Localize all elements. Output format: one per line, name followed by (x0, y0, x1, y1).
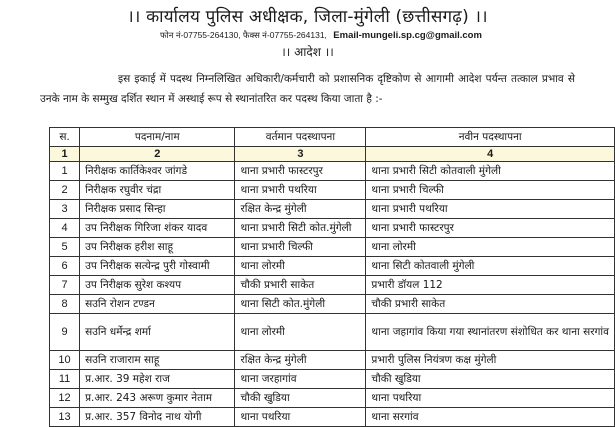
current-posting-cell: थाना लोरमी (235, 314, 366, 351)
new-posting-cell: चौकी खुडिया (366, 370, 615, 389)
name-cell: उप निरीक्षक सुरेश कश्यप (80, 276, 235, 295)
name-cell: उप निरीक्षक हरीश साहू (80, 238, 235, 257)
new-posting-cell: चौकी प्रभारी साकेत (366, 295, 615, 314)
order-paragraph-text: इस इकाई में पदस्थ निम्नलिखित अधिकारी/कर्मचारी को प्रशासनिक दृष्टिकोण से आगामी आदेश पर्यन्त तत्काल प्रभाव से उनके नाम के सम्मुख दर्शित स्थान में अस्थाई रूप से स्थानांतरित कर पदस्थ किया जाता है :- (40, 73, 575, 105)
current-posting-cell: थाना प्रभारी चिल्फी (235, 238, 366, 257)
new-posting-cell: थाना प्रभारी सिटी कोतवाली मुंगेली (366, 162, 615, 181)
name-cell: प्र.आर. 357 विनोद नाथ योगी (80, 408, 235, 427)
serial-cell: 9 (50, 314, 80, 351)
name-cell: सउनि राजाराम साहू (80, 351, 235, 370)
column-number-row (50, 147, 615, 162)
name-cell: निरीक्षक प्रसाद सिन्हा (80, 200, 235, 219)
header-designation-name: पदनाम/नाम (80, 128, 235, 147)
name-cell: निरीक्षक रघुवीर चंद्रा (80, 181, 235, 200)
name-cell: सउनि रोशन टण्डन (80, 295, 235, 314)
current-posting-cell: थाना लोरमी (235, 257, 366, 276)
column-number: 2 (80, 147, 235, 162)
name-cell: उप निरीक्षक गिरिजा शंकर यादव (80, 219, 235, 238)
transfer-table (49, 127, 615, 427)
name-cell: उप निरीक्षक सत्येन्द्र पुरी गोस्वामी (80, 257, 235, 276)
current-posting-cell: थाना प्रभारी पथरिया (235, 181, 366, 200)
order-title: ।। आदेश ।। (281, 45, 334, 59)
serial-cell: 1 (50, 162, 80, 181)
table-row (50, 181, 615, 200)
table-row (50, 389, 615, 408)
table-row (50, 370, 615, 389)
column-number: 4 (366, 147, 615, 162)
serial-cell: 2 (50, 181, 80, 200)
new-posting-cell: प्रभारी पुलिस नियंत्रण कक्ष मुंगेली (366, 351, 615, 370)
new-posting-cell: थाना प्रभारी फास्टरपुर (366, 219, 615, 238)
table-row (50, 295, 615, 314)
new-posting-cell: थाना जहागांव किया गया स्थानांतरण संशोधित कर थाना सरगांव (366, 314, 615, 351)
new-posting-cell: थाना सिटी कोतवाली मुंगेली (366, 257, 615, 276)
table-row (50, 200, 615, 219)
current-posting-cell: रक्षित केन्द्र मुंगेली (235, 200, 366, 219)
table-row (50, 408, 615, 427)
phone-fax: फोन नं-07755-264130, फैक्स नं-07755-264131, (160, 30, 327, 40)
serial-cell: 13 (50, 408, 80, 427)
table-row (50, 219, 615, 238)
serial-cell: 8 (50, 295, 80, 314)
table-header-row (50, 128, 615, 147)
table-row (50, 162, 615, 181)
current-posting-cell: थाना सिटी कोत.मुंगेली (235, 295, 366, 314)
current-posting-cell: चौकी खुडिया (235, 389, 366, 408)
name-cell: प्र.आर. 39 महेश राज (80, 370, 235, 389)
column-number: 3 (235, 147, 366, 162)
name-cell: निरीक्षक कार्तिकेश्वर जांगडे (80, 162, 235, 181)
table-row (50, 257, 615, 276)
new-posting-cell: थाना सरगांव (366, 408, 615, 427)
new-posting-cell: थाना लोरमी (366, 238, 615, 257)
table-row (50, 314, 615, 351)
serial-cell: 12 (50, 389, 80, 408)
current-posting-cell: थाना प्रभारी सिटी कोत.मुंगेली (235, 219, 366, 238)
new-posting-cell: प्रभारी डॉयल 112 (366, 276, 615, 295)
header-serial: स. (50, 128, 80, 147)
serial-cell: 10 (50, 351, 80, 370)
table-row (50, 276, 615, 295)
new-posting-cell: थाना प्रभारी चिल्फी (366, 181, 615, 200)
header-new-posting: नवीन पदस्थापना (366, 128, 615, 147)
serial-cell: 7 (50, 276, 80, 295)
table-row (50, 351, 615, 370)
new-posting-cell: थाना पथरिया (366, 389, 615, 408)
column-number: 1 (50, 147, 80, 162)
serial-cell: 3 (50, 200, 80, 219)
current-posting-cell: रक्षित केन्द्र मुंगेली (235, 351, 366, 370)
current-posting-cell: थाना प्रभारी फास्टरपुर (235, 162, 366, 181)
name-cell: सउनि धर्मेन्द्र शर्मा (80, 314, 235, 351)
current-posting-cell: चौकी प्रभारी साकेत (235, 276, 366, 295)
name-cell: प्र.आर. 243 अरूण कुमार नेताम (80, 389, 235, 408)
serial-cell: 6 (50, 257, 80, 276)
header-current-posting: वर्तमान पदस्थापना (235, 128, 366, 147)
serial-cell: 11 (50, 370, 80, 389)
contact-line (160, 30, 482, 41)
serial-cell: 4 (50, 219, 80, 238)
current-posting-cell: थाना पथरिया (235, 408, 366, 427)
table-row (50, 238, 615, 257)
serial-cell: 5 (50, 238, 80, 257)
current-posting-cell: थाना जरहागांव (235, 370, 366, 389)
office-title: ।। कार्यालय पुलिस अधीक्षक, जिला-मुंगेली (छत्तीसगढ़) ।। (127, 7, 488, 27)
order-paragraph (40, 70, 575, 109)
new-posting-cell: थाना प्रभारी पथरिया (366, 200, 615, 219)
email-address: Email-mungeli.sp.cg@gmail.com (333, 30, 482, 41)
